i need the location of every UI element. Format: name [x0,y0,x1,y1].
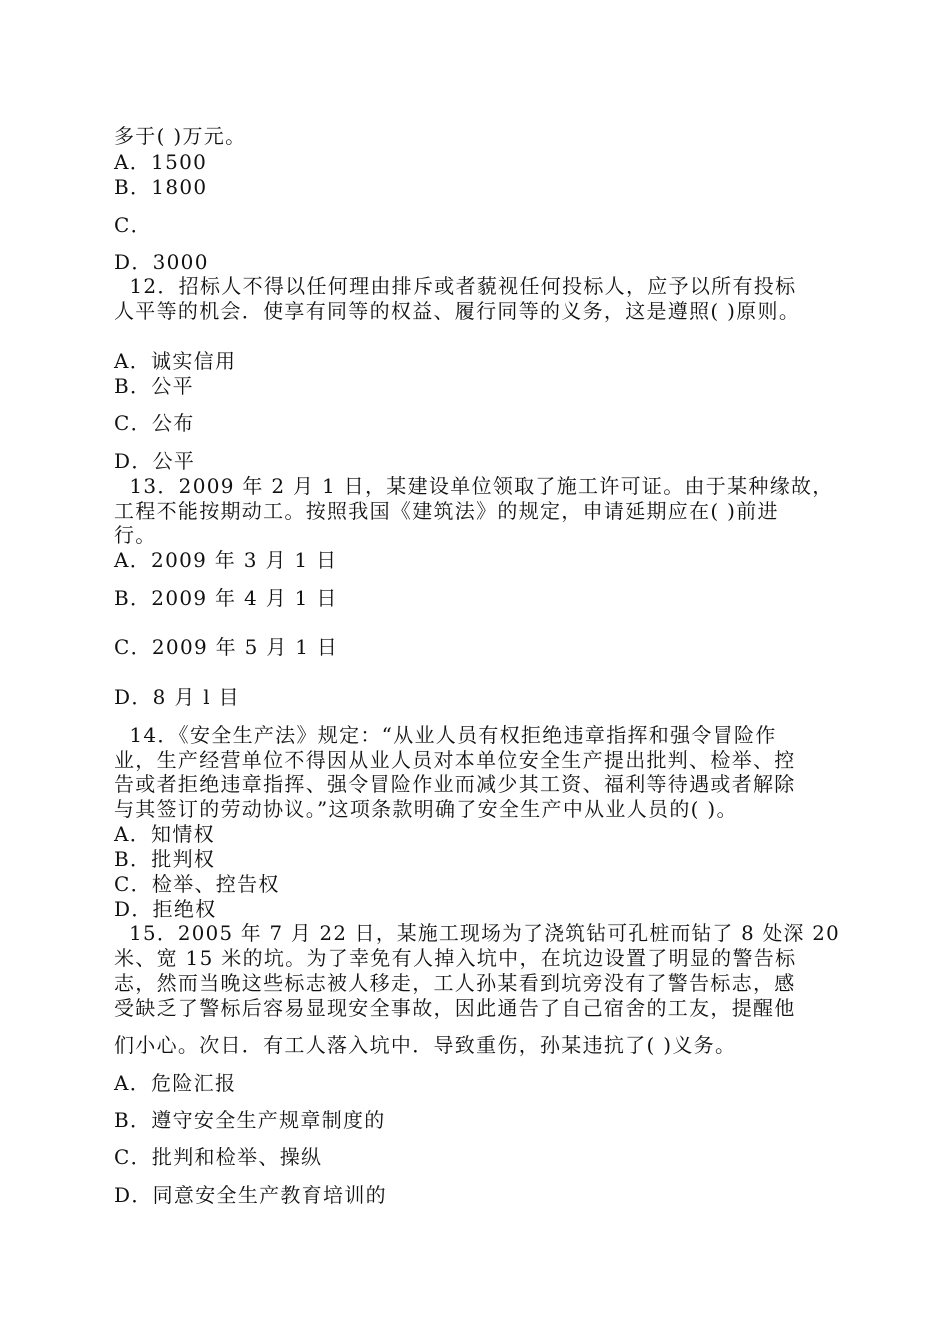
q12-option-c: C．公布 [114,411,195,435]
q15-option-d: D．同意安全生产教育培训的 [114,1183,387,1207]
question-13-line-2: 工程不能按期动工。按照我国《建筑法》的规定，申请延期应在( )前进 [114,499,779,523]
q13-option-d: D．8 月 l 目 [114,685,240,709]
q14-option-c: C．检举、控告权 [114,872,280,896]
q14-option-b: B．批判权 [114,847,216,871]
q13-option-c: C．2009 年 5 月 1 日 [114,635,339,659]
question-11-stem-end: 多于( )万元。 [114,124,247,148]
question-15-line-1: 15．2005 年 7 月 22 日，某施工现场为了浇筑钻可孔桩而钻了 8 处深 20 [114,921,840,945]
q15-option-b: B．遵守安全生产规章制度的 [114,1108,386,1132]
q11-option-d: D．3000 [114,250,209,274]
question-15-line-3: 志，然而当晚这些标志被人移走，工人孙某看到坑旁没有了警告标志，感 [114,971,796,995]
question-13-line-3: 行。 [114,523,157,547]
q12-option-b: B．公平 [114,374,194,398]
question-14-line-4: 与其签订的劳动协议。”这项条款明确了安全生产中从业人员的( )。 [114,797,738,821]
question-15-line-4: 受缺乏了警标后容易显现安全事故，因此通告了自己宿舍的工友，提醒他 [114,996,796,1020]
q12-option-d: D．公平 [114,449,196,473]
q14-option-a: A．知情权 [114,822,215,846]
q11-option-b: B．1800 [114,175,208,199]
question-12-line-1: 12．招标人不得以任何理由排斥或者藐视任何投标人，应予以所有投标 [114,274,797,298]
question-14-line-2: 业，生产经营单位不得因从业人员对本单位安全生产提出批判、检举、控 [114,748,796,772]
question-14-line-3: 告或者拒绝违章指挥、强令冒险作业而减少其工资、福利等待遇或者解除 [114,772,796,796]
q14-option-d: D．拒绝权 [114,897,217,921]
question-15-line-2: 米、宽 15 米的坑。为了幸免有人掉入坑中，在坑边设置了明显的警告标 [114,946,797,970]
question-13-line-1: 13．2009 年 2 月 1 日，某建设单位领取了施工许可证。由于某种缘故， [114,474,834,498]
question-14-line-1: 14．《安全生产法》规定：“从业人员有权拒绝违章指挥和强令冒险作 [114,723,777,747]
q12-option-a: A．诚实信用 [114,349,237,373]
q11-option-a: A．1500 [114,150,208,174]
question-12-line-2: 人平等的机会．使享有同等的权益、履行同等的义务，这是遵照( )原则。 [114,299,801,323]
q13-option-b: B．2009 年 4 月 1 日 [114,586,338,610]
q11-option-c: C． [114,213,152,237]
q15-option-a: A．危险汇报 [114,1071,237,1095]
question-15-line-5: 们小心。次日．有工人落入坑中．导致重伤，孙某违抗了( )义务。 [114,1033,737,1057]
q13-option-a: A．2009 年 3 月 1 日 [114,548,338,572]
q15-option-c: C．批判和检举、操纵 [114,1145,323,1169]
